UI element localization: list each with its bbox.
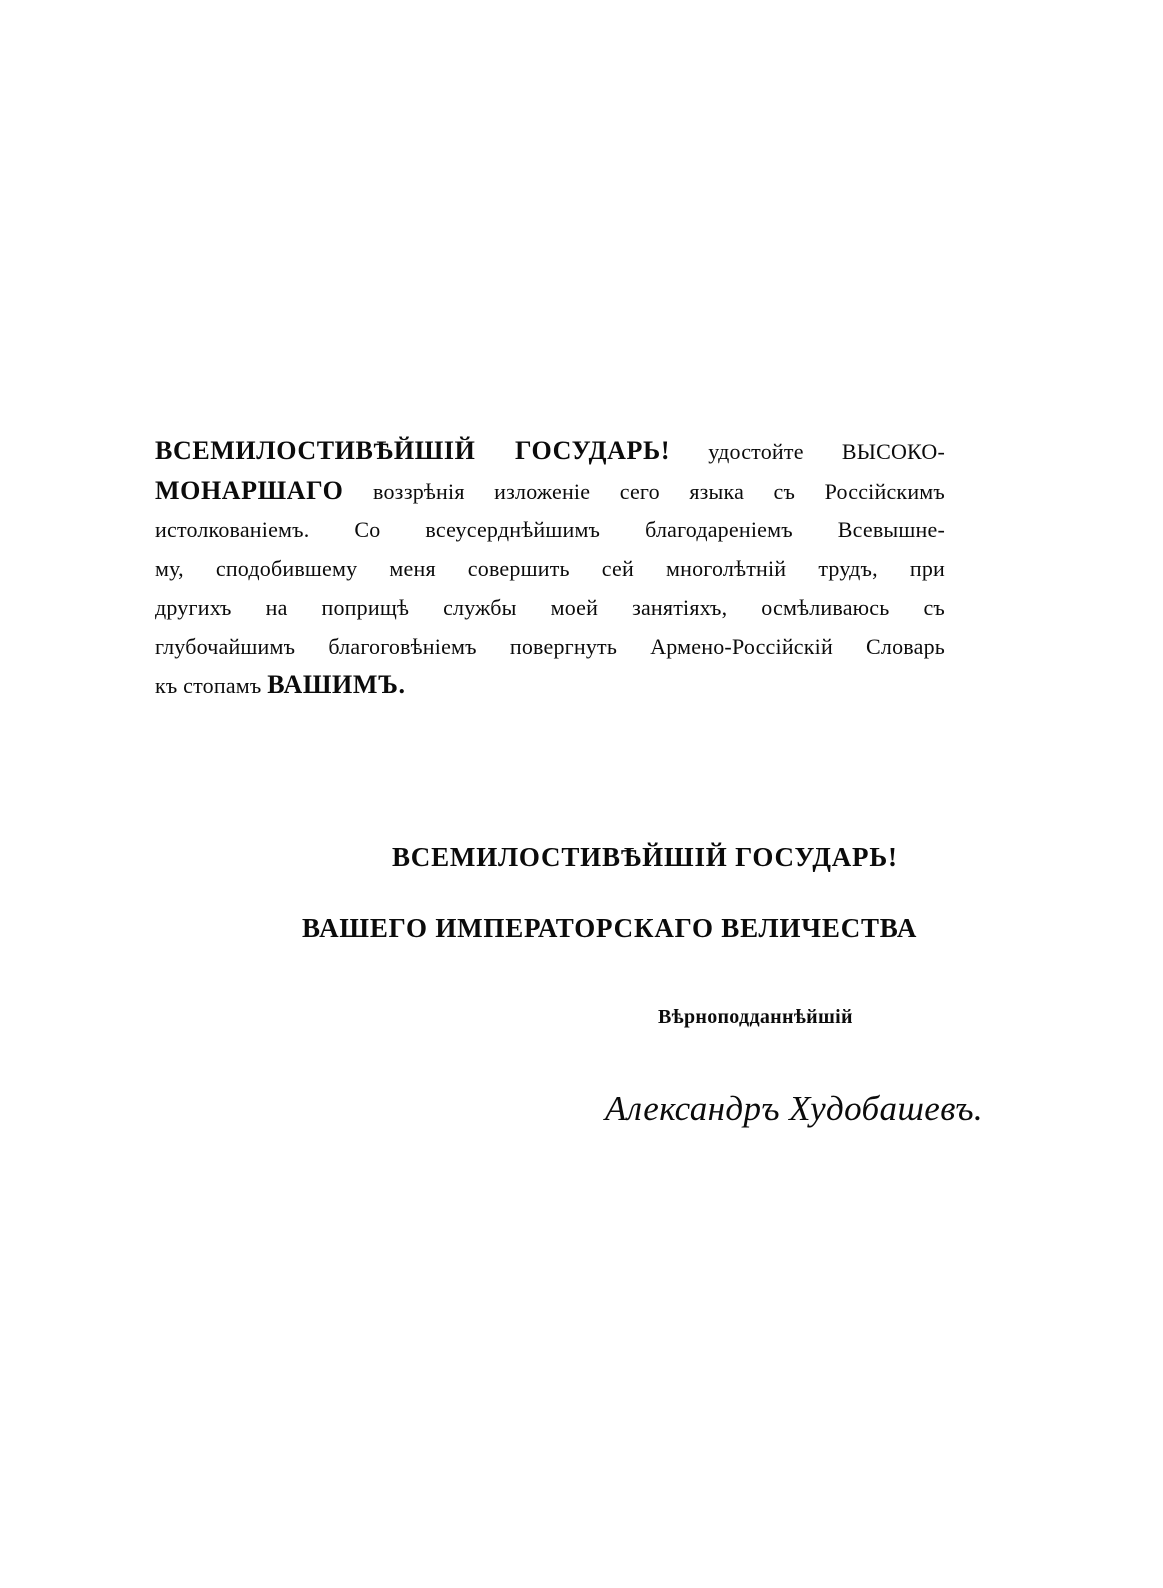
signature: Александръ Худобашевъ. — [605, 1089, 984, 1128]
dedication-yours-caps: ВАШИМЪ. — [267, 670, 406, 699]
dedication-line-1 — [155, 436, 945, 467]
dedication-line-4-text: му, сподобившему меня совершить сей многолѣтній трудъ, при — [155, 556, 945, 581]
dedication-line-2-text: воззрѣнія изложеніе сего языка съ Россійскимъ — [343, 479, 945, 504]
dedication-line-1-text: удостойте ВЫСОКО- — [670, 439, 945, 464]
dedication-line-5-text: другихъ на поприщѣ службы моей занятіяхъ, осмѣливаюсь съ — [155, 595, 945, 620]
closing-majesty: ВАШЕГО ИМПЕРАТОРСКАГО ВЕЛИЧЕСТВА — [302, 913, 918, 943]
dedication-line-7 — [155, 670, 406, 701]
dedication-line-6-text: глубочайшимъ благоговѣніемъ повергнуть Армено-Россійскій Словарь — [155, 634, 945, 659]
dedication-line-6 — [155, 632, 945, 662]
dedication-line-2 — [155, 476, 945, 507]
dedication-line-3-text: истолкованіемъ. Со всеусерднѣйшимъ благодареніемъ Всевышне- — [155, 517, 945, 542]
subscription: Вѣрноподданнѣйшій — [658, 1006, 853, 1028]
dedication-line-4 — [155, 554, 945, 584]
dedication-line-5 — [155, 593, 945, 623]
dedication-line-7-text: къ стопамъ — [155, 673, 268, 698]
dedication-monarch-caps: МОНАРШАГО — [155, 476, 344, 505]
closing-address: ВСЕМИЛОСТИВѢЙШІЙ ГОСУДАРЬ! — [392, 842, 898, 872]
dedication-address-caps: ВСЕМИЛОСТИВѢЙШІЙ ГОСУДАРЬ! — [155, 436, 671, 465]
dedication-line-3 — [155, 515, 945, 545]
